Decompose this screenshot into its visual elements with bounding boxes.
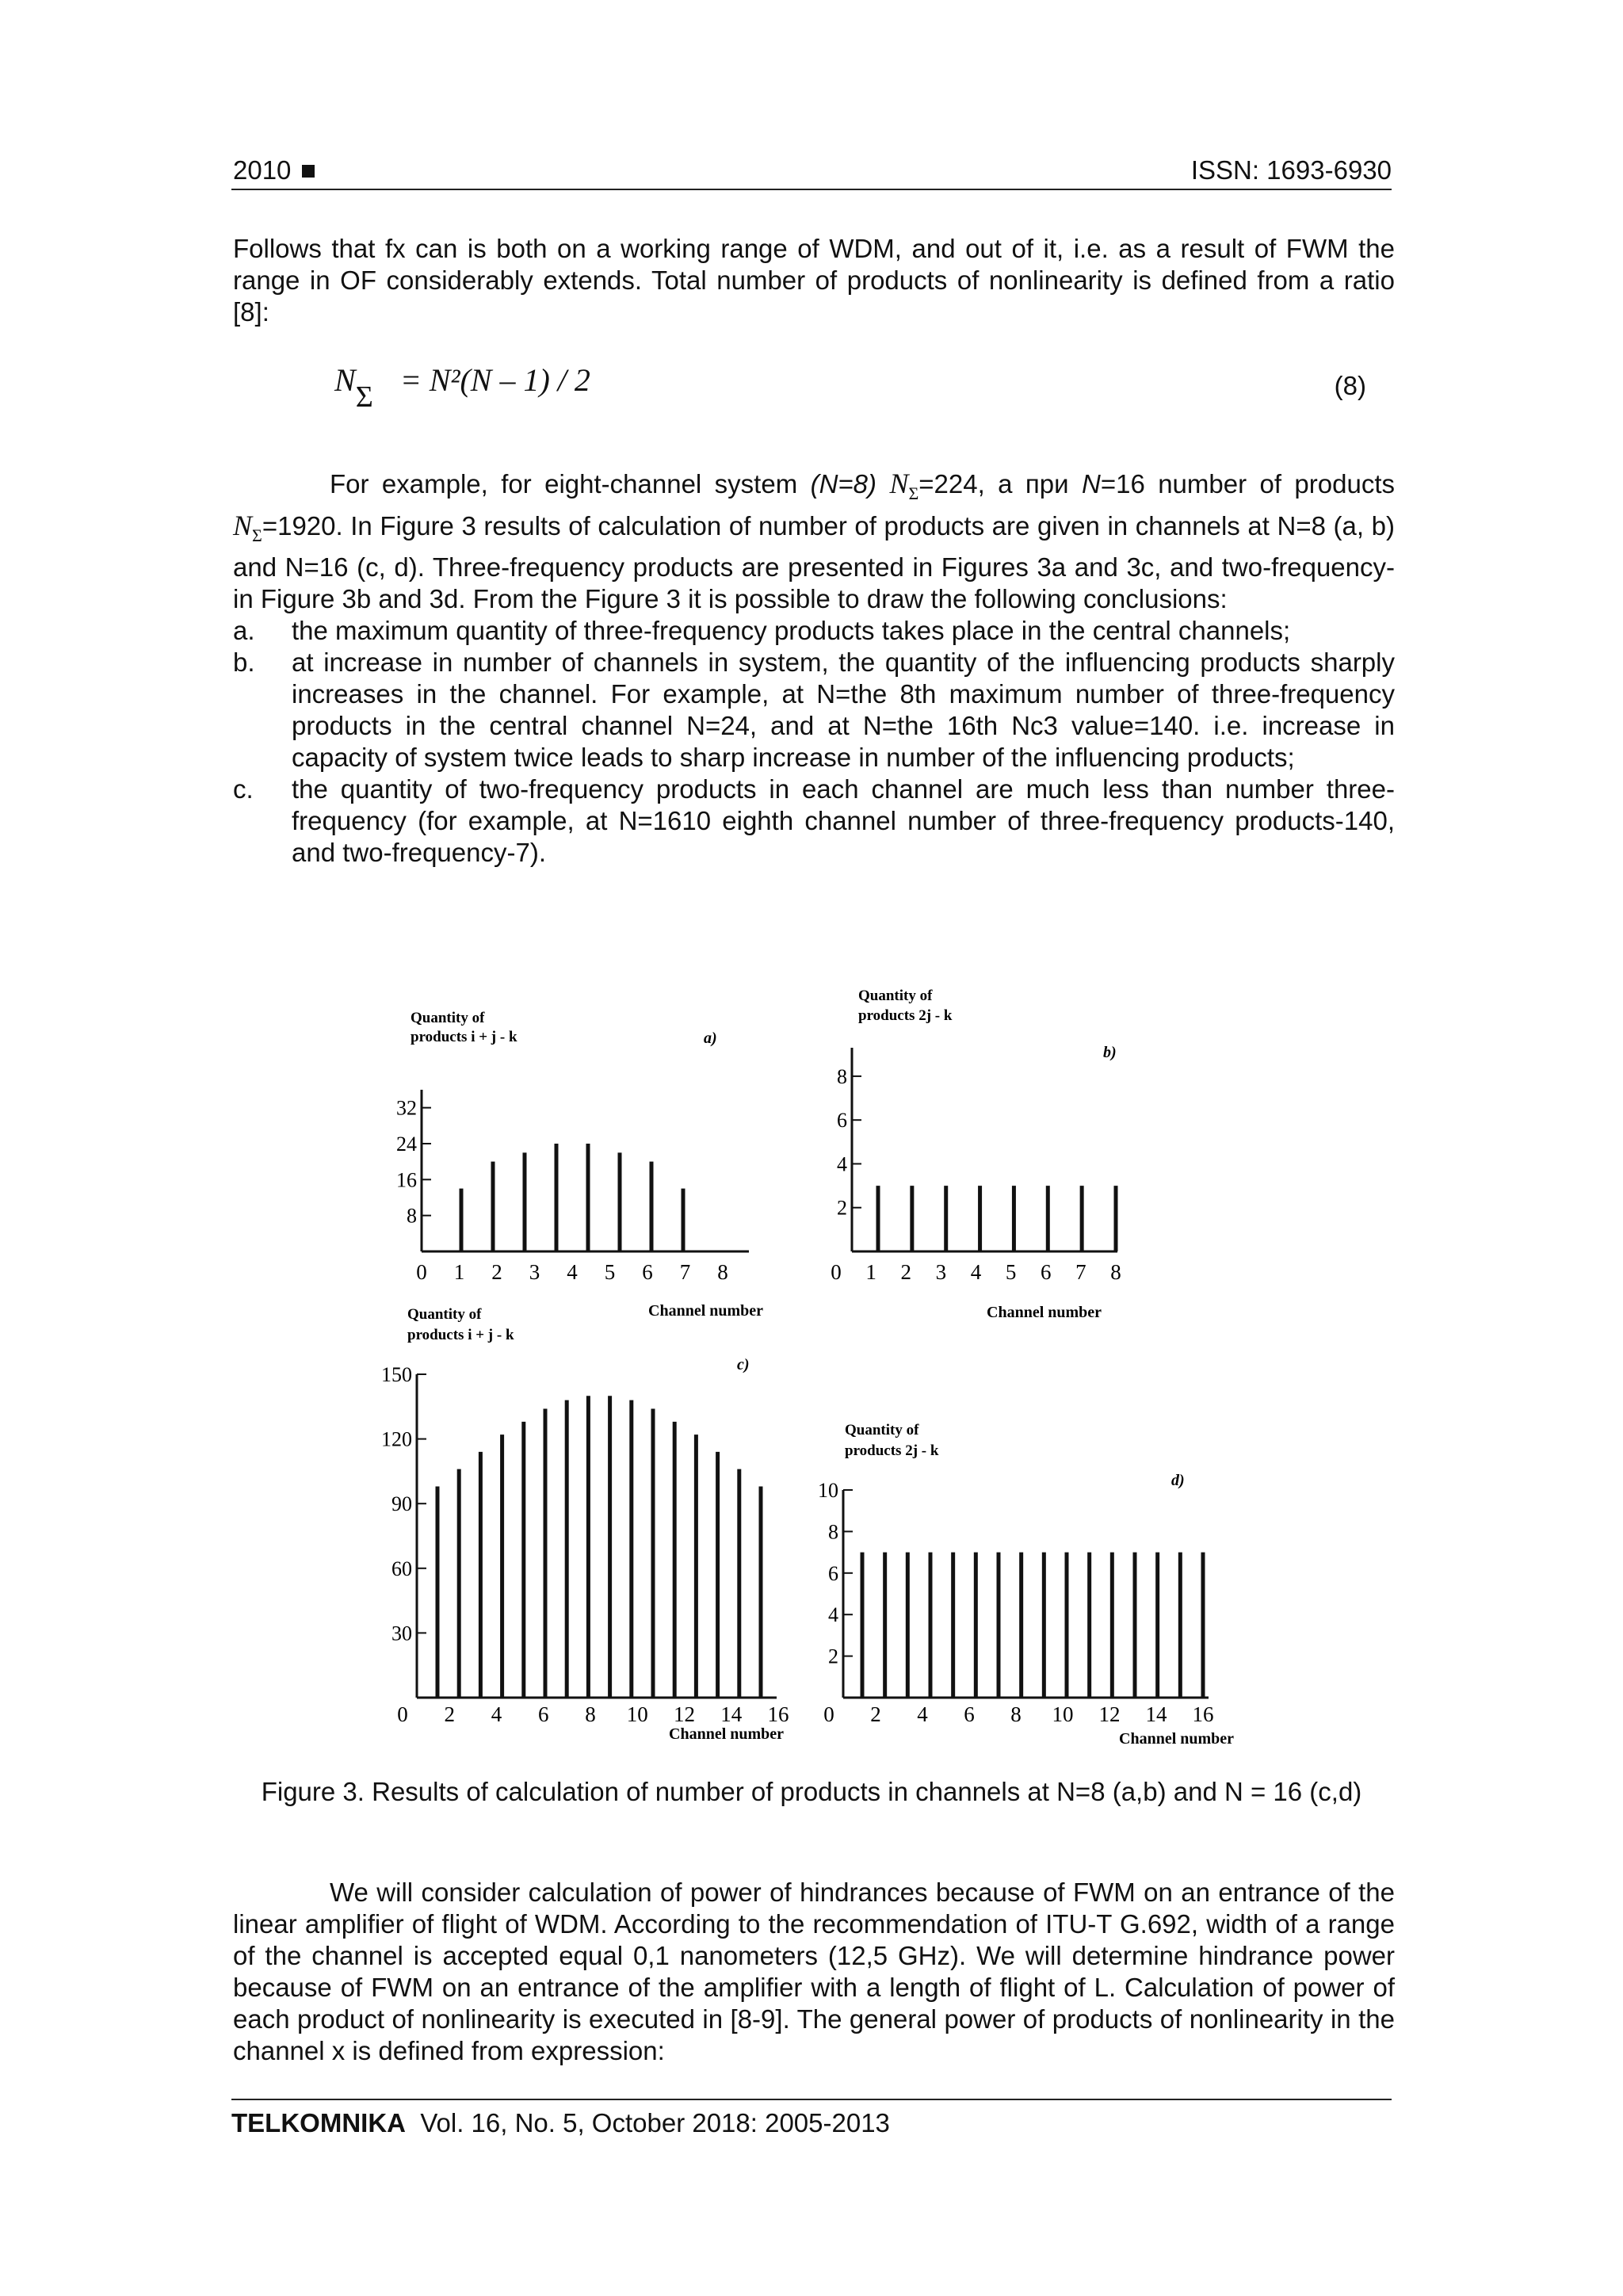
p2e: =16 number of products (1100, 469, 1395, 499)
y-tick-label: 8 (837, 1064, 847, 1088)
page-footer (231, 2099, 1392, 2138)
y-axis-label: products 2j - k (845, 1442, 939, 1459)
ns1: N (889, 468, 909, 499)
x-tick-label: 6 (538, 1702, 549, 1726)
eq-sigma: Σ (355, 380, 373, 414)
chart-d (818, 1422, 1234, 1748)
y-axis-label: Quantity of (407, 1306, 482, 1323)
x-tick-label: 2 (870, 1702, 881, 1726)
x-tick-label: 0 (831, 1260, 842, 1284)
eq-lhs: N (334, 362, 356, 398)
x-tick-label: 10 (1052, 1702, 1074, 1726)
y-tick-label: 4 (828, 1603, 838, 1627)
year-text: 2010 (233, 155, 292, 185)
y-tick-label: 90 (391, 1492, 412, 1516)
x-tick-label: 3 (529, 1260, 540, 1284)
y-tick-label: 8 (828, 1520, 838, 1544)
x-tick-label: 4 (917, 1702, 928, 1726)
y-axis-label: products 2j - k (858, 1007, 953, 1024)
chart-c (381, 1306, 789, 1743)
x-tick-label: 8 (717, 1260, 728, 1284)
chart-b (831, 988, 1121, 1321)
marker: a. (233, 616, 255, 646)
equation-number: (8) (1334, 371, 1366, 400)
y-tick-label: 10 (818, 1479, 838, 1502)
x-tick-label: 0 (823, 1702, 834, 1726)
x-tick-label: 8 (585, 1702, 596, 1726)
x-tick-label: 2 (900, 1260, 911, 1284)
figure-caption: Figure 3. Results of calculation of number of products in channels at N=8 (a,b) and N = 16 (c,d) (261, 1777, 1362, 1806)
marker: b. (233, 648, 255, 678)
panel-label: d) (1171, 1472, 1185, 1489)
y-axis-label: Quantity of (845, 1422, 919, 1438)
x-tick-label: 16 (1192, 1702, 1214, 1726)
x-tick-label: 3 (935, 1260, 947, 1284)
x-tick-label: 1 (865, 1260, 876, 1284)
ns2: N (233, 510, 253, 542)
x-tick-label: 6 (1041, 1260, 1052, 1284)
y-tick-label: 32 (396, 1096, 417, 1120)
x-tick-label: 5 (1005, 1260, 1017, 1284)
p2b: (N=8) (810, 469, 877, 499)
x-axis-label: Channel number (987, 1304, 1102, 1321)
y-tick-label: 60 (391, 1557, 412, 1580)
item-text: the maximum quantity of three-frequency products takes place in the central channels; (292, 616, 1291, 646)
x-axis-label: Channel number (669, 1725, 785, 1743)
x-tick-label: 6 (964, 1702, 975, 1726)
p2d: N (1081, 469, 1101, 499)
issue-info: Vol. 16, No. 5, October 2018: 2005-2013 (420, 2108, 890, 2137)
x-tick-label: 4 (491, 1702, 502, 1726)
y-tick-label: 150 (381, 1363, 412, 1386)
x-tick-label: 10 (626, 1702, 648, 1726)
y-tick-label: 2 (837, 1196, 847, 1220)
x-tick-label: 2 (491, 1260, 502, 1284)
ns1sub: Σ (908, 483, 919, 504)
x-tick-label: 12 (674, 1702, 695, 1726)
y-tick-label: 6 (837, 1109, 847, 1133)
p2f: =1920. In Figure 3 results of calculation of number of products are given in channels at N=8 (a, b) and N=16 (c, d). Three-frequency products are presented in Figures 3a and 3c, and two-frequency-in Figure 3b and 3d. From the Figure 3 it is possible to draw the following conclusions: (233, 511, 1395, 614)
y-tick-label: 16 (396, 1168, 417, 1192)
y-tick-label: 6 (828, 1561, 838, 1585)
eq-rhs: = N²(N – 1) / 2 (399, 362, 590, 398)
x-tick-label: 14 (1145, 1702, 1167, 1726)
y-tick-label: 4 (837, 1152, 847, 1176)
chart-a (396, 1010, 749, 1284)
x-tick-label: 2 (444, 1702, 455, 1726)
x-tick-label: 8 (1010, 1702, 1022, 1726)
x-axis-label: Channel number (648, 1302, 764, 1320)
y-tick-label: 120 (381, 1427, 412, 1451)
x-tick-label: 1 (453, 1260, 465, 1284)
x-axis-label: Channel number (1119, 1730, 1235, 1748)
y-tick-label: 2 (828, 1645, 838, 1668)
marker: c. (233, 774, 254, 804)
x-tick-label: 7 (679, 1260, 691, 1284)
y-axis-label: Quantity of (411, 1010, 485, 1026)
p2a: For example, for eight-channel system (330, 469, 811, 499)
x-tick-label: 4 (567, 1260, 578, 1284)
x-tick-label: 5 (604, 1260, 616, 1284)
header-issn: ISSN: 1693-6930 (1190, 155, 1392, 185)
item-text: the quantity of two-frequency products in each channel are much less than number three-frequency (for example, at N=1610 eighth channel number of three-frequency products-140, and two-frequency-7). (292, 774, 1395, 868)
x-tick-label: 7 (1075, 1260, 1086, 1284)
x-tick-label: 8 (1110, 1260, 1121, 1284)
x-tick-label: 6 (642, 1260, 653, 1284)
y-axis-label: products i + j - k (411, 1029, 517, 1045)
x-tick-label: 0 (416, 1260, 427, 1284)
y-tick-label: 30 (391, 1622, 412, 1645)
journal-name: TELKOMNIKA (231, 2108, 406, 2137)
x-tick-label: 16 (767, 1702, 789, 1726)
paragraph-intro: Follows that fx can is both on a working range of WDM, and out of it, i.e. as a result of FWM the range in OF considerably extends. Total number of products of nonlinearity is defined from a ratio [8]: (233, 234, 1395, 327)
paragraph-hindrance: We will consider calculation of power of hindrances because of FWM on an entrance of the linear amplifier of flight of WDM. According to the recommendation of ITU-T G.692, width of a range of the channel is accepted equal 0,1 nanometers (12,5 GHz). We will determine hindrance power because of FWM on an entrance of the amplifier with a length of flight of L. Calculation of power of each product of nonlinearity is executed in [8-9]. The general power of products of nonlinearity in the channel x is defined from expression: (233, 1878, 1395, 2065)
panel-label: b) (1103, 1044, 1117, 1061)
y-axis-label: products i + j - k (407, 1327, 514, 1343)
panel-label: c) (737, 1356, 750, 1373)
y-tick-label: 24 (396, 1133, 417, 1156)
ns2sub: Σ (252, 525, 262, 546)
panel-label: a) (704, 1030, 717, 1047)
p2c: =224, a при (918, 469, 1082, 499)
y-axis-label: Quantity of (858, 988, 933, 1004)
item-text: at increase in number of channels in system, the quantity of the influencing products sharply increases in the channel. For example, at N=the 8th maximum number of three-frequency products in the central channel N=24, and at N=the 16th Nc3 value=140. i.e. increase in capacity of system twice leads to sharp increase in number of the influencing products; (292, 648, 1395, 773)
x-tick-label: 14 (720, 1702, 743, 1726)
y-tick-label: 8 (407, 1204, 417, 1228)
x-tick-label: 4 (970, 1260, 982, 1284)
x-tick-label: 0 (397, 1702, 408, 1726)
x-tick-label: 12 (1098, 1702, 1121, 1726)
